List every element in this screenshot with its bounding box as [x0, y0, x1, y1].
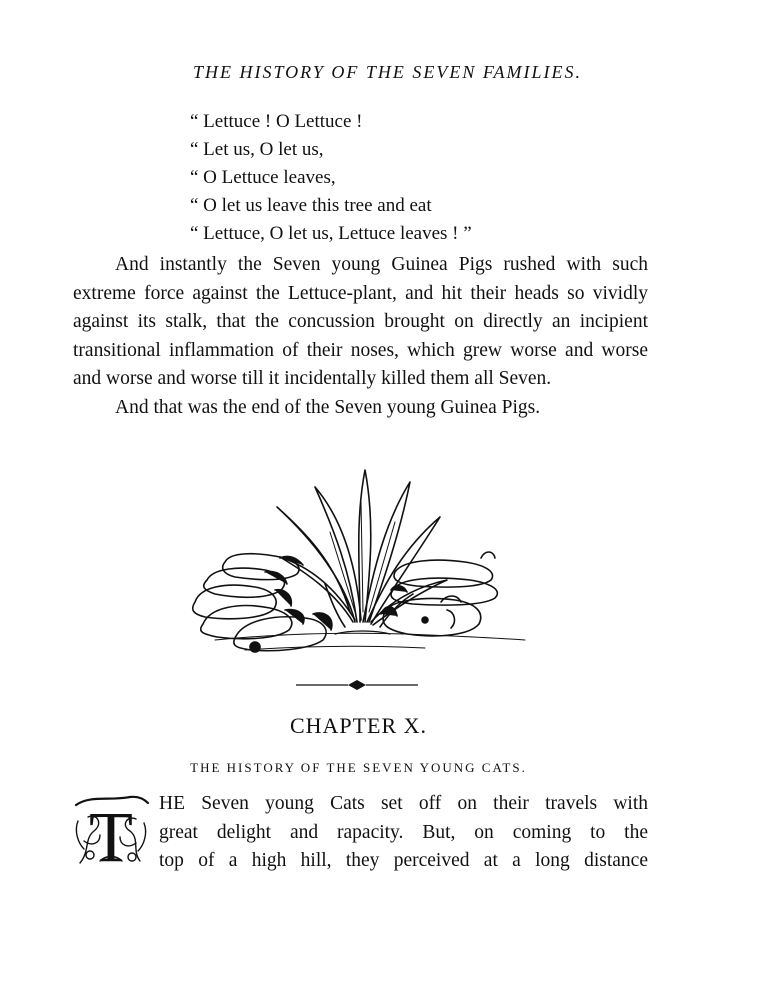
chapter-heading: CHAPTER X.	[289, 713, 428, 738]
guinea-pigs-lettuce-illustration	[185, 462, 530, 667]
body-text	[73, 251, 648, 422]
paragraph-guinea-pigs-end: And that was the end of the Seven young Guinea Pigs.	[115, 396, 541, 418]
opening-line-3: top of a high hill, they perceived at a long distance	[159, 850, 648, 871]
chapter-opening-text	[159, 790, 648, 876]
opening-line-2: great delight and rapacity. But, on coming to the	[159, 821, 648, 843]
verse-line-2: “ Let us, O let us,	[190, 139, 324, 160]
section-divider-ornament	[296, 678, 418, 692]
verse-line-1: “ Lettuce ! O Lettuce !	[190, 111, 363, 132]
opening-line-1: HE Seven young Cats set off on their travels with	[159, 793, 648, 814]
verse-line-4: “ O let us leave this tree and eat	[190, 195, 432, 216]
verse-stanza	[190, 108, 472, 248]
drop-cap-letter: T	[89, 797, 133, 871]
running-head: THE HISTORY OF THE SEVEN FAMILIES.	[192, 62, 582, 82]
chapter-subheading: THE HISTORY OF THE SEVEN YOUNG CATS.	[190, 760, 527, 775]
ornamental-drop-cap	[70, 791, 152, 871]
paragraph-guinea-pigs-rush: And instantly the Seven young Guinea Pigs rushed with such extreme force against the Lettuce-plant, and hit their heads so vividly against its stalk, that the concussion brought on directly an incipient transitional inflammation of their noses, which grew worse and worse and worse and worse till it incidentally killed them all Seven.	[73, 254, 648, 389]
verse-line-5: “ Lettuce, O let us, Lettuce leaves ! ”	[190, 223, 472, 244]
verse-line-3: “ O Lettuce leaves,	[190, 167, 336, 188]
